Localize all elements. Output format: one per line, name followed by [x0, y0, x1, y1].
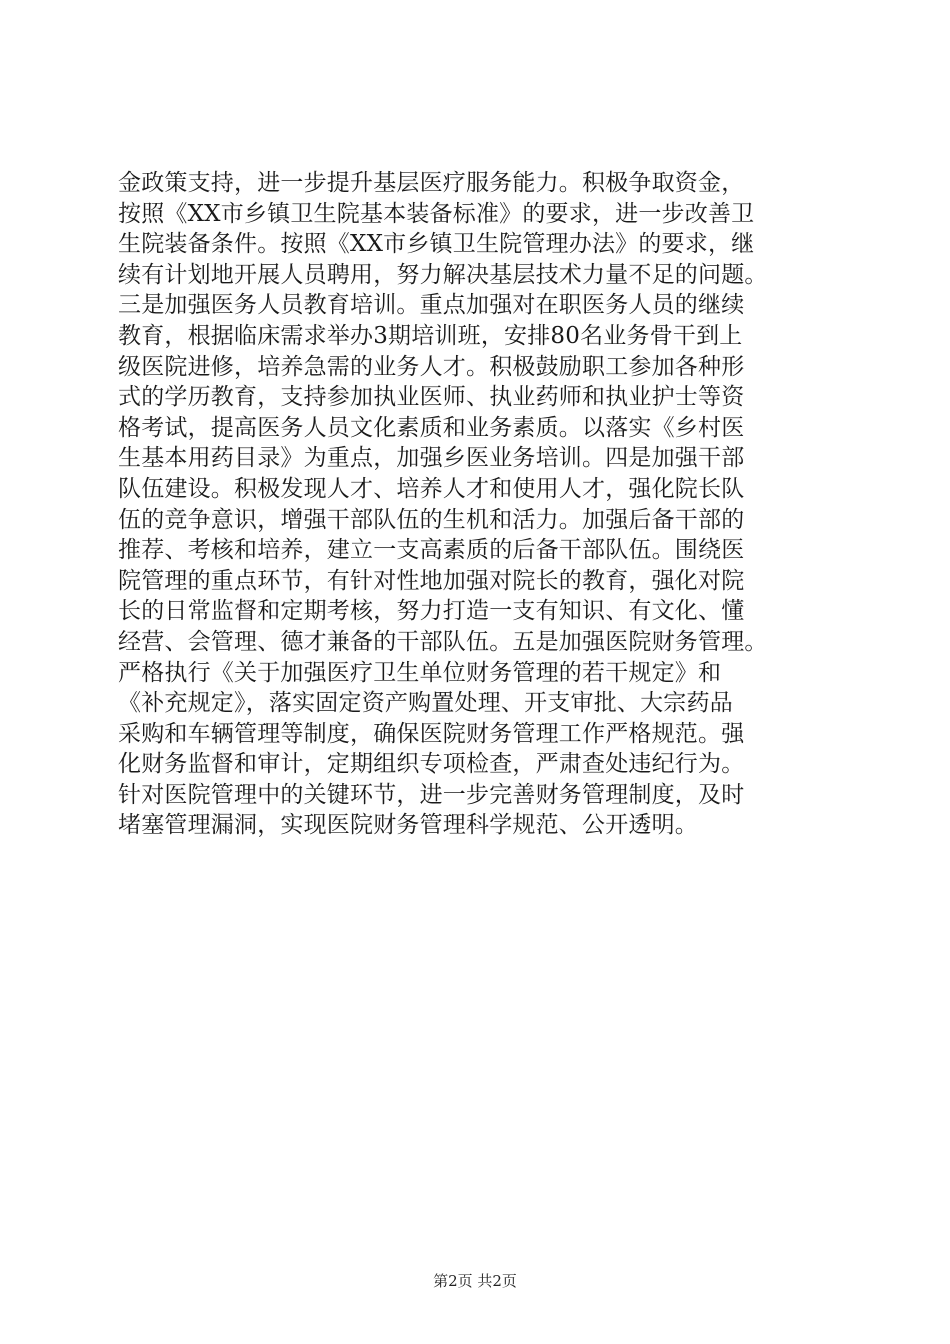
text-line: 级医院进修，培养急需的业务人才。积极鼓励职工参加各种形 — [118, 353, 745, 380]
text-line: 生基本用药目录》为重点，加强乡医业务培训。四是加强干部 — [118, 445, 745, 472]
text-line: 续有计划地开展人员聘用，努力解决基层技术力量不足的问题。 — [118, 261, 768, 288]
text-line: 化财务监督和审计，定期组织专项检查，严肃查处违纪行为。 — [118, 751, 745, 778]
text-line: 生院装备条件。按照《XX市乡镇卫生院管理办法》的要求，继 — [118, 231, 755, 258]
text-line: 严格执行《关于加强医疗卫生单位财务管理的若干规定》和 — [118, 659, 722, 686]
body-text — [118, 168, 858, 841]
text-line: 采购和车辆管理等制度，确保医院财务管理工作严格规范。强 — [118, 720, 745, 747]
text-line: 院管理的重点环节，有针对性地加强对院长的教育，强化对院 — [118, 567, 745, 594]
text-line: 针对医院管理中的关键环节，进一步完善财务管理制度，及时 — [118, 781, 745, 808]
text-line: 推荐、考核和培养，建立一支高素质的后备干部队伍。围绕医 — [118, 537, 745, 564]
text-line: 经营、会管理、德才兼备的干部队伍。五是加强医院财务管理。 — [118, 628, 768, 655]
text-line: 格考试，提高医务人员文化素质和业务素质。以落实《乡村医 — [118, 414, 745, 441]
text-line: 三是加强医务人员教育培训。重点加强对在职医务人员的继续 — [118, 292, 745, 319]
text-line: 《补充规定》，落实固定资产购置处理、开支审批、大宗药品 — [118, 690, 733, 717]
text-line: 式的学历教育，支持参加执业医师、执业药师和执业护士等资 — [118, 384, 745, 411]
text-line: 伍的竞争意识，增强干部队伍的生机和活力。加强后备干部的 — [118, 506, 745, 533]
text-line: 队伍建设。积极发现人才、培养人才和使用人才，强化院长队 — [118, 475, 745, 502]
page-number-footer: 第2页 共2页 — [433, 1272, 517, 1290]
text-line: 堵塞管理漏洞，实现医院财务管理科学规范、公开透明。 — [118, 812, 698, 839]
text-line: 教育，根据临床需求举办3期培训班，安排80名业务骨干到上 — [118, 322, 743, 349]
text-line: 金政策支持，进一步提升基层医疗服务能力。积极争取资金， — [118, 170, 745, 196]
text-line: 长的日常监督和定期考核，努力打造一支有知识、有文化、懂 — [118, 598, 745, 625]
text-line: 按照《XX市乡镇卫生院基本装备标准》的要求，进一步改善卫 — [118, 200, 755, 227]
